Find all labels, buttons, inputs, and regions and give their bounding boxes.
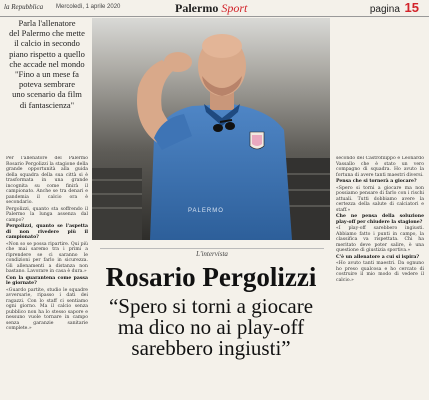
body-paragraph: Per l'allenatore del Palermo Rosario Pergolizzi la stagione della grande opportunità alla guida della squadra della sua città si è trasformata in una grande incognita su come finirà il campionato. Anche se tra denari e pandemia il calcio ora è secondario. — [6, 156, 88, 205]
headline — [92, 296, 330, 359]
article-body-left — [6, 156, 88, 400]
article-body-right — [336, 156, 424, 400]
body-paragraph: secondo del Castrofilippo e Leonardo Vassallo che è stato un vero compagno di squadra. Ho avuto la fortuna di avere tanti maestri diversi. — [336, 156, 424, 178]
newspaper-logo: la Repubblica — [4, 3, 44, 11]
coach-photo-art — [92, 18, 330, 240]
body-paragraph: «I play-off sarebbero ingiusti. Abbiamo fatto i punti in campo, la classifica va rispettata. Chi ha meritato deve poter salire, è una questione di giustizia sportiva.» — [336, 226, 424, 253]
body-paragraph: «Guardo partite, studio le squadre avversarie, ripasso i dati dei ragazzi. Con lo staff ci sentiamo ogni giorno. Ma il calcio senza pubblico non ha lo stesso sapore e nessuno vuole tornare in campo senza garanzie sanitarie complete.» — [6, 287, 88, 331]
interview-question: Che ne pensa della soluzione play-off per chiudere la stagione? — [336, 214, 424, 225]
body-paragraph: «Spero si torni a giocare ma non possiamo pensare di farlo con i rischi attuali. Tutti dobbiamo avere la certezza della salute di calciatori e staff.» — [336, 185, 424, 213]
page-label: pagina — [369, 4, 400, 15]
interview-question: Pensa che si tornerà a giocare? — [336, 179, 417, 184]
body-paragraph: «Non so se possa ripartire. Qui più che mai saremo tra i primi a riprendere se ci saranno le condizioni per farlo in sicurezza. Gli allenamenti a distanza non bastano. Lavorare in casa è dura.» — [6, 241, 88, 274]
shirt-lettering: PALERMO — [188, 208, 224, 214]
headline-line: ma dico no ai play-off — [117, 315, 305, 339]
right-rail — [334, 18, 424, 148]
section-city: Palermo — [175, 1, 219, 15]
page-number — [370, 0, 419, 15]
pull-quote-line: uno scenario da film — [12, 89, 82, 100]
issue-date: Mercoledì, 1 aprile 2020 — [56, 4, 121, 10]
pull-quote-line: di fantascienza" — [19, 99, 75, 110]
body-paragraph: Pergolizzi, quanto sta soffrendo il Palermo la lunga assenza dal campo? — [6, 206, 88, 223]
headline-line: sarebbero ingiusti” — [131, 336, 291, 360]
interview-question: Pergolizzi, quanto se l'aspetta di non rivedere più il campionato? — [6, 224, 88, 240]
coach-photo — [92, 18, 330, 240]
pull-quote-line: "Fino a un mese fa — [15, 69, 79, 80]
body-paragraph: «Ho avuto tanti maestri. Da ognuno ho preso qualcosa e ho cercato di costruire il mio modo di vedere il calcio.» — [336, 261, 424, 283]
headline-line: “Spero si torni a giocare — [108, 294, 314, 318]
pull-quote-line: il calcio in secondo — [14, 38, 80, 49]
pull-quote-line: piano rispetto a quello — [9, 48, 85, 59]
masthead — [0, 0, 429, 17]
pull-quote — [6, 18, 88, 140]
section-title — [175, 1, 247, 16]
kicker: L'intervista — [100, 248, 324, 258]
page-number-value: 15 — [404, 0, 419, 15]
pull-quote-line: che accade nel mondo — [9, 58, 85, 69]
section-sport: Sport — [221, 1, 248, 15]
pull-quote-line: del Palermo che mette — [9, 28, 85, 39]
interview-question: C'è un allenatore a cui si ispira? — [336, 254, 420, 260]
pull-quote-line: poteva sembrare — [19, 79, 75, 90]
pull-quote-line: Parla l'allenatore — [18, 18, 76, 28]
interview-question: Con la quarantena come passa le giornate? — [6, 275, 88, 286]
interviewee-name: Rosario Pergolizzi — [105, 262, 317, 292]
